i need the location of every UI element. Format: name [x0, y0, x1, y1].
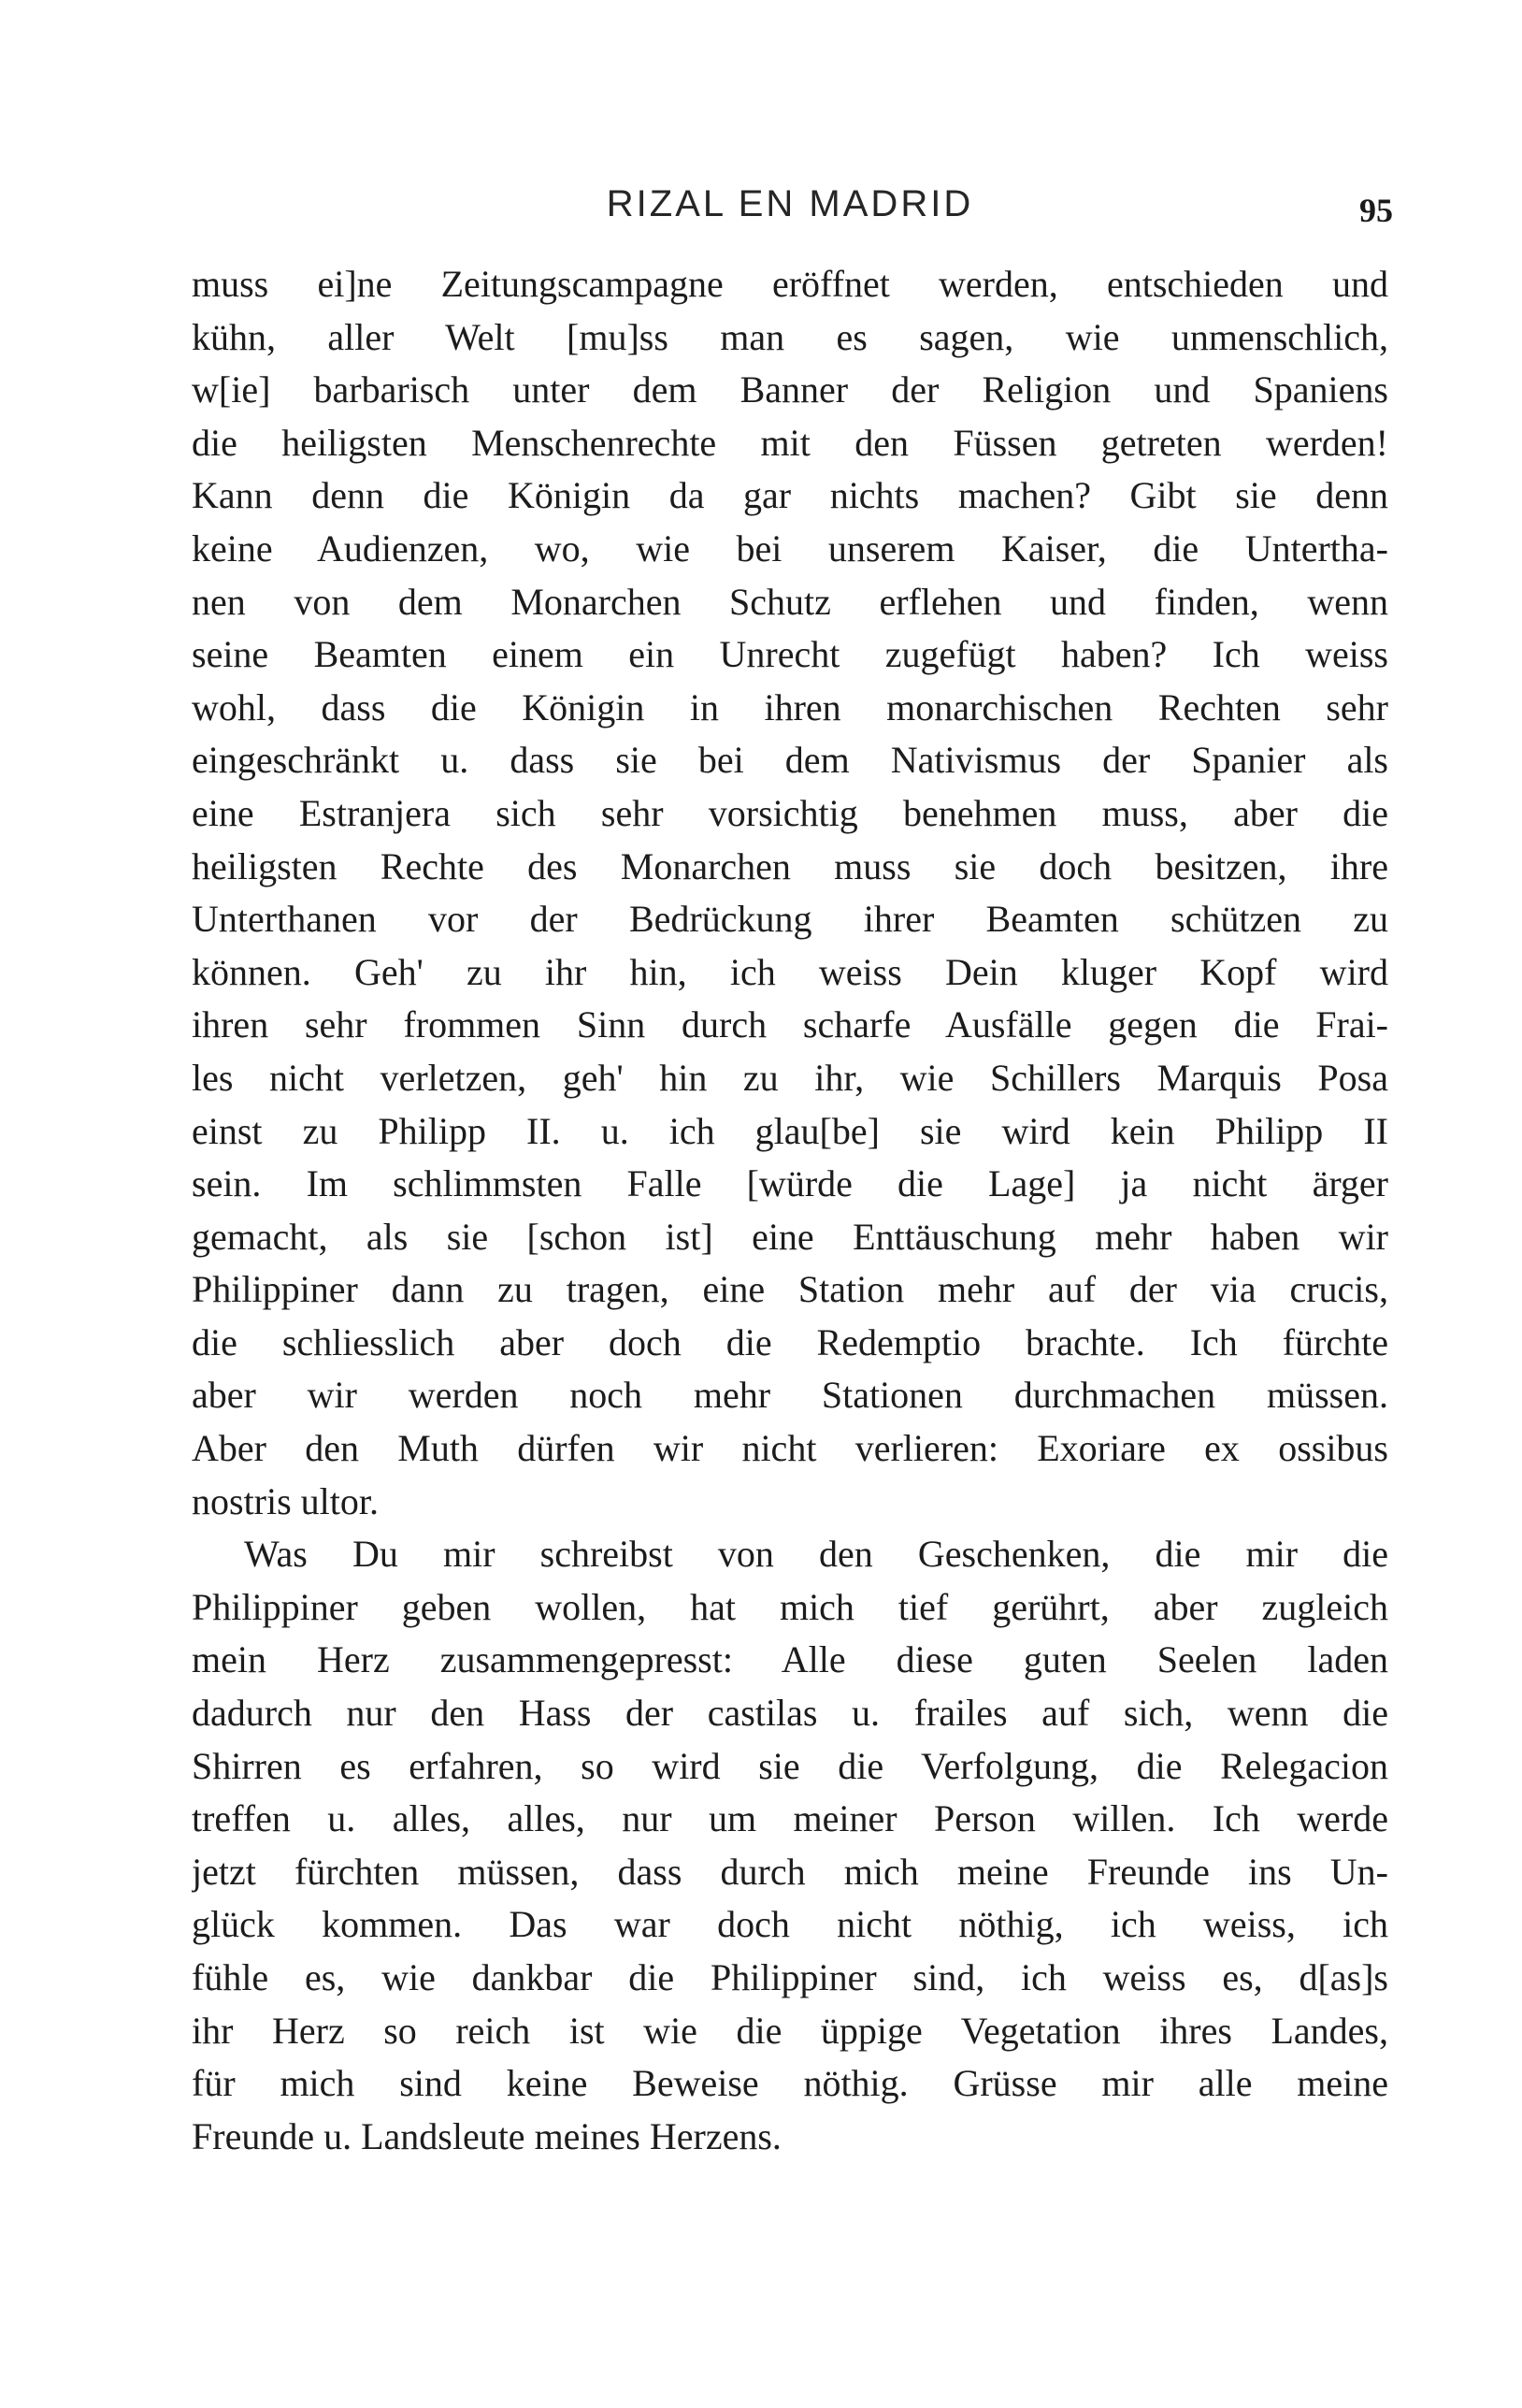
text-line: aber wir werden noch mehr Stationen durchmachen müssen. — [192, 1374, 1388, 1417]
text-line: Shirren es erfahren, so wird sie die Verfolgung, die Relegacion — [192, 1744, 1388, 1787]
text-line: keine Audienzen, wo, wie bei unserem Kaiser, die Untertha- — [192, 526, 1388, 570]
text-line: kühn, aller Welt [mu]ss man es sagen, wie unmenschlich, — [192, 315, 1388, 358]
text-line: muss ei]ne Zeitungscampagne eröffnet werden, entschieden und — [192, 263, 1388, 305]
paragraph-2 — [192, 1528, 1388, 2163]
body-text — [192, 258, 1388, 2163]
text-line: die heiligsten Menschenrechte mit den Füssen getreten werden! — [192, 421, 1388, 464]
paragraph-1 — [192, 258, 1388, 1528]
text-line: Kann denn die Königin da gar nichts machen? Gibt sie denn — [192, 474, 1388, 517]
text-line: sein. Im schlimmsten Falle [würde die Lage] ja nicht ärger — [192, 1162, 1388, 1205]
text-line: Freunde u. Landsleute meines Herzens. — [192, 2114, 782, 2157]
text-line: ihr Herz so reich ist wie die üppige Vegetation ihres Landes, — [192, 2009, 1388, 2052]
text-line: ihren sehr frommen Sinn durch scharfe Ausfälle gegen die Frai- — [192, 1003, 1388, 1046]
text-line: Unterthanen vor der Bedrückung ihrer Beamten schützen zu — [192, 898, 1388, 941]
text-line: Philippiner dann zu tragen, eine Station mehr auf der via crucis, — [192, 1268, 1388, 1311]
text-line: wohl, dass die Königin in ihren monarchischen Rechten sehr — [192, 685, 1388, 728]
text-line: einst zu Philipp II. u. ich glau[be] sie wird kein Philipp II — [192, 1109, 1388, 1152]
text-line: dadurch nur den Hass der castilas u. frailes auf sich, wenn die — [192, 1692, 1388, 1735]
text-line: gemacht, als sie [schon ist] eine Enttäuschung mehr haben wir — [192, 1215, 1388, 1258]
running-head — [187, 183, 1393, 239]
text-line: seine Beamten einem ein Unrecht zugefügt haben? Ich weiss — [192, 633, 1388, 676]
text-line: Philippiner geben wollen, hat mich tief gerührt, aber zugleich — [192, 1585, 1388, 1628]
page-number: 95 — [1359, 192, 1393, 229]
text-line: Aber den Muth dürfen wir nicht verlieren: Exoriare ex ossibus — [192, 1427, 1388, 1470]
text-line: w[ie] barbarisch unter dem Banner der Religion und Spaniens — [192, 368, 1388, 411]
text-line: jetzt fürchten müssen, dass durch mich meine Freunde ins Un- — [192, 1850, 1388, 1893]
text-line: nen von dem Monarchen Schutz erflehen und finden, wenn — [192, 580, 1388, 623]
text-line: eine Estranjera sich sehr vorsichtig benehmen muss, aber die — [192, 791, 1388, 834]
text-line: fühle es, wie dankbar die Philippiner sind, ich weiss es, d[as]s — [192, 1956, 1388, 1998]
text-line: glück kommen. Das war doch nicht nöthig, ich weiss, ich — [192, 1903, 1388, 1946]
running-title: RIZAL EN MADRID — [606, 183, 974, 224]
text-line: die schliesslich aber doch die Redemptio brachte. Ich fürchte — [192, 1320, 1388, 1363]
text-line: eingeschränkt u. dass sie bei dem Nativismus der Spanier als — [192, 739, 1388, 782]
text-line: heiligsten Rechte des Monarchen muss sie doch besitzen, ihre — [192, 844, 1388, 887]
text-line: treffen u. alles, alles, nur um meiner Person willen. Ich werde — [192, 1797, 1388, 1840]
text-line: nostris ultor. — [192, 1479, 380, 1522]
text-line: für mich sind keine Beweise nöthig. Grüsse mir alle meine — [192, 2062, 1388, 2105]
text-line: Was Du mir schreibst von den Geschenken, die mir die — [244, 1533, 1388, 1576]
text-line: les nicht verletzen, geh' hin zu ihr, wie Schillers Marquis Posa — [192, 1056, 1388, 1099]
text-line: können. Geh' zu ihr hin, ich weiss Dein kluger Kopf wird — [192, 950, 1388, 993]
text-line: mein Herz zusammengepresst: Alle diese guten Seelen laden — [192, 1638, 1388, 1681]
